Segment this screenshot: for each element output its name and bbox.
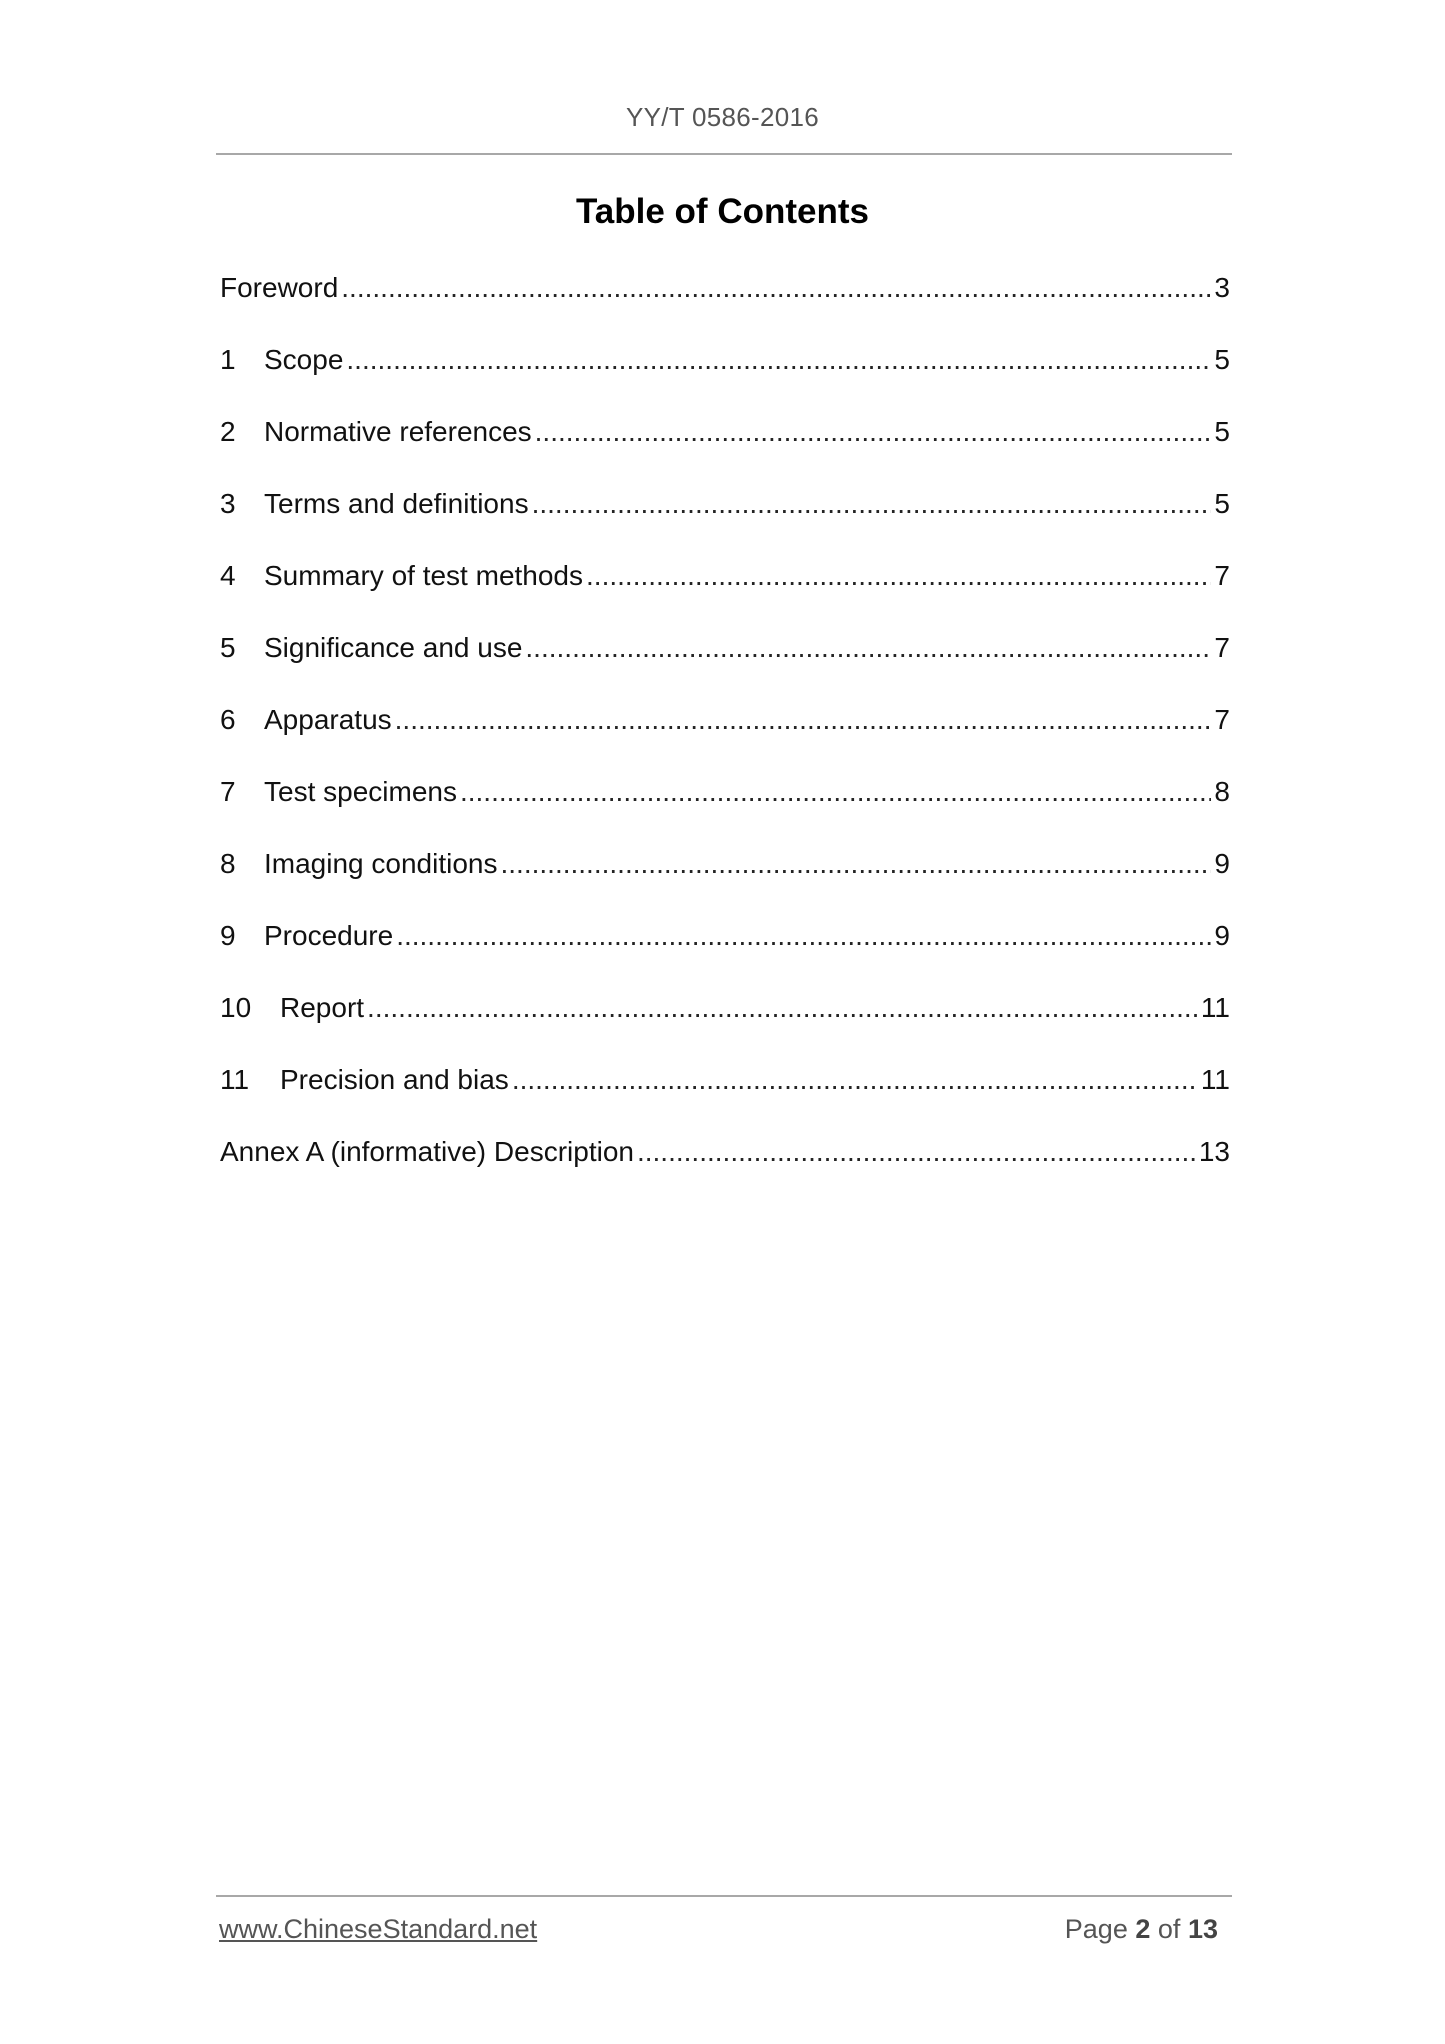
toc-entry-procedure[interactable]	[220, 920, 1230, 992]
toc-entry-precision-and-bias[interactable]	[220, 1064, 1230, 1136]
toc-entry-apparatus[interactable]	[220, 704, 1230, 776]
toc-entry-number: 2	[220, 416, 236, 447]
toc-dot-leader	[535, 416, 1212, 448]
toc-dot-leader	[586, 560, 1211, 592]
toc-dot-leader	[500, 848, 1211, 880]
toc-dot-leader	[346, 344, 1211, 376]
website-link[interactable]: www.ChineseStandard.net	[219, 1914, 538, 1944]
toc-entry-page: 5	[1214, 344, 1230, 375]
toc-entry-terms-and-definitions[interactable]	[220, 488, 1230, 560]
toc-dot-leader	[396, 920, 1211, 952]
footer-divider	[216, 1895, 1232, 1897]
toc-entry-number: 11	[220, 1064, 250, 1095]
toc-entry-label: Test specimens	[264, 776, 457, 807]
toc-entry-scope[interactable]	[220, 344, 1230, 416]
current-page-number: 2	[1135, 1914, 1151, 1944]
toc-dot-leader	[460, 776, 1211, 808]
toc-entry-imaging-conditions[interactable]	[220, 848, 1230, 920]
toc-entry-summary-of-test-methods[interactable]	[220, 560, 1230, 632]
toc-dot-leader	[637, 1136, 1196, 1168]
toc-entry-page: 11	[1200, 1064, 1230, 1095]
header-divider	[216, 153, 1232, 155]
toc-entry-page: 11	[1200, 992, 1230, 1023]
toc-entry-label: Summary of test methods	[264, 560, 584, 591]
standard-code-header: YY/T 0586-2016	[625, 102, 820, 132]
toc-entry-test-specimens[interactable]	[220, 776, 1230, 848]
toc-entry-label: Normative references	[264, 416, 532, 447]
toc-entry-annex-a[interactable]	[220, 1136, 1230, 1208]
toc-entry-label: Terms and definitions	[264, 488, 529, 519]
toc-entry-number: 8	[220, 848, 236, 879]
page-of-text: of	[1157, 1914, 1181, 1944]
toc-dot-leader	[532, 488, 1212, 520]
toc-entry-number: 10	[220, 992, 252, 1023]
toc-entry-label: Report	[280, 992, 365, 1023]
toc-dot-leader	[512, 1064, 1198, 1096]
toc-entry-label: Scope	[264, 344, 344, 375]
toc-entry-page: 13	[1198, 1136, 1230, 1167]
toc-entry-number: 6	[220, 704, 236, 735]
page-prefix: Page	[1064, 1914, 1128, 1944]
toc-entry-page: 7	[1214, 704, 1230, 735]
toc-dot-leader	[341, 272, 1211, 304]
toc-entry-page: 3	[1214, 272, 1230, 303]
toc-entry-label: Procedure	[264, 920, 394, 951]
toc-dot-leader	[525, 632, 1211, 664]
toc-dot-leader	[395, 704, 1212, 736]
toc-title: Table of Contents	[576, 192, 869, 231]
toc-entry-label: Annex A (informative) Description	[220, 1136, 634, 1167]
toc-entry-number: 4	[220, 560, 236, 591]
toc-entry-page: 7	[1214, 560, 1230, 591]
toc-entry-foreword[interactable]	[220, 272, 1230, 344]
toc-entry-number: 5	[220, 632, 236, 663]
total-page-number: 13	[1187, 1914, 1218, 1944]
toc-entry-report[interactable]	[220, 992, 1230, 1064]
toc-dot-leader	[367, 992, 1198, 1024]
toc-entry-label: Apparatus	[264, 704, 392, 735]
toc-list	[220, 272, 1230, 1208]
toc-entry-page: 5	[1214, 488, 1230, 519]
toc-entry-label: Precision and bias	[280, 1064, 509, 1095]
toc-entry-page: 8	[1214, 776, 1230, 807]
toc-entry-number: 9	[220, 920, 236, 951]
toc-entry-number: 1	[220, 344, 236, 375]
toc-entry-significance-and-use[interactable]	[220, 632, 1230, 704]
toc-entry-page: 9	[1214, 920, 1230, 951]
toc-entry-label: Imaging conditions	[264, 848, 498, 879]
toc-entry-page: 7	[1214, 632, 1230, 663]
toc-entry-label: Significance and use	[264, 632, 523, 663]
toc-entry-page: 5	[1214, 416, 1230, 447]
toc-entry-number: 7	[220, 776, 236, 807]
page-indicator	[1065, 1914, 1218, 1945]
toc-entry-normative-references[interactable]	[220, 416, 1230, 488]
toc-entry-label: Foreword	[220, 272, 339, 303]
toc-entry-page: 9	[1214, 848, 1230, 879]
toc-entry-number: 3	[220, 488, 236, 519]
